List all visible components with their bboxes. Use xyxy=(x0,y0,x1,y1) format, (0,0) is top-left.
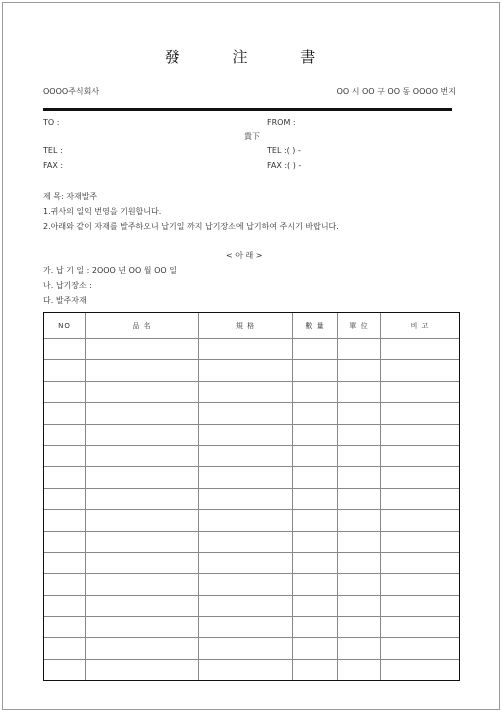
table-cell xyxy=(44,659,86,680)
table-cell xyxy=(381,381,460,402)
delivery-place: 나. 납기장소 : xyxy=(43,281,92,290)
table-cell xyxy=(338,467,381,488)
tel-left: TEL : xyxy=(43,146,63,155)
table-row xyxy=(44,445,460,466)
table-cell xyxy=(381,467,460,488)
table-cell xyxy=(44,617,86,638)
table-cell xyxy=(381,617,460,638)
table-cell xyxy=(44,552,86,573)
table-cell xyxy=(338,531,381,552)
table-cell xyxy=(381,488,460,509)
table-cell xyxy=(338,617,381,638)
table-row xyxy=(44,531,460,552)
table-cell xyxy=(86,617,199,638)
table-cell xyxy=(199,595,293,616)
table-cell xyxy=(44,595,86,616)
table-row xyxy=(44,403,460,424)
table-cell xyxy=(86,595,199,616)
table-cell xyxy=(293,360,338,381)
order-materials: 다. 발주자재 xyxy=(43,296,87,305)
table-row xyxy=(44,595,460,616)
col-header-remarks: 비 고 xyxy=(381,313,460,339)
table-cell xyxy=(86,659,199,680)
table-cell xyxy=(199,467,293,488)
table-cell xyxy=(338,510,381,531)
table-cell xyxy=(86,339,199,360)
table-cell xyxy=(199,381,293,402)
table-cell xyxy=(381,445,460,466)
table-cell xyxy=(86,445,199,466)
table-cell xyxy=(381,659,460,680)
table-row xyxy=(44,638,460,659)
document-title: 發 注 書 xyxy=(164,48,340,66)
table-cell xyxy=(86,552,199,573)
company-name: OOOO주식회사 xyxy=(43,87,100,96)
table-cell xyxy=(199,403,293,424)
table-cell xyxy=(381,638,460,659)
table-cell xyxy=(44,638,86,659)
table-cell xyxy=(44,381,86,402)
fax-left: FAX : xyxy=(43,161,64,170)
table-cell xyxy=(338,659,381,680)
table-cell xyxy=(199,552,293,573)
table-row xyxy=(44,659,460,680)
table-cell xyxy=(86,574,199,595)
table-cell xyxy=(199,445,293,466)
col-header-spec: 規 格 xyxy=(199,313,293,339)
table-cell xyxy=(199,510,293,531)
table-cell xyxy=(199,339,293,360)
table-cell xyxy=(44,360,86,381)
table-cell xyxy=(44,339,86,360)
table-cell xyxy=(338,595,381,616)
body-line-1: 1.귀사의 일익 번영을 기원합니다. xyxy=(43,207,162,216)
table-cell xyxy=(293,531,338,552)
table-cell xyxy=(381,510,460,531)
table-cell xyxy=(338,445,381,466)
table-cell xyxy=(199,360,293,381)
table-cell xyxy=(293,595,338,616)
table-cell xyxy=(293,552,338,573)
table-cell xyxy=(199,424,293,445)
table-cell xyxy=(293,339,338,360)
table-cell xyxy=(338,638,381,659)
table-cell xyxy=(86,360,199,381)
table-cell xyxy=(199,531,293,552)
table-cell xyxy=(293,510,338,531)
table-cell xyxy=(293,445,338,466)
table-row xyxy=(44,552,460,573)
table-cell xyxy=(338,574,381,595)
table-cell xyxy=(44,445,86,466)
table-cell xyxy=(86,381,199,402)
table-row xyxy=(44,617,460,638)
table-cell xyxy=(199,638,293,659)
table-cell xyxy=(338,403,381,424)
table-cell xyxy=(44,510,86,531)
table-cell xyxy=(293,467,338,488)
table-cell xyxy=(86,510,199,531)
table-row xyxy=(44,574,460,595)
table-row xyxy=(44,339,460,360)
order-table xyxy=(43,312,460,681)
header-divider xyxy=(43,108,452,111)
col-header-unit: 單 位 xyxy=(338,313,381,339)
fax-right: FAX :( ) - xyxy=(267,161,302,170)
table-row xyxy=(44,360,460,381)
from-label: FROM : xyxy=(267,118,296,127)
subject: 제 목: 자재발주 xyxy=(43,192,98,201)
body-line-2: 2.아래와 같이 자재를 발주하오니 납기일 까지 납기장소에 납기하여 주시기 바랍니다. xyxy=(43,222,339,231)
table-cell xyxy=(199,574,293,595)
table-cell xyxy=(293,424,338,445)
table-cell xyxy=(293,488,338,509)
col-header-quantity: 數 量 xyxy=(293,313,338,339)
table-cell xyxy=(338,339,381,360)
table-cell xyxy=(381,552,460,573)
col-header-item-name: 品 名 xyxy=(86,313,199,339)
table-cell xyxy=(86,531,199,552)
table-cell xyxy=(381,424,460,445)
table-cell xyxy=(338,552,381,573)
table-cell xyxy=(199,488,293,509)
table-row xyxy=(44,467,460,488)
table-cell xyxy=(293,617,338,638)
table-cell xyxy=(381,360,460,381)
company-address: OO 시 OO 구 OO 동 OOOO 번지 xyxy=(336,87,456,96)
below-heading: < 아 래 > xyxy=(226,251,263,260)
table-cell xyxy=(44,424,86,445)
table-cell xyxy=(44,403,86,424)
table-header-row xyxy=(44,313,460,339)
table-cell xyxy=(86,488,199,509)
table-cell xyxy=(293,403,338,424)
table-cell xyxy=(381,531,460,552)
table-cell xyxy=(381,595,460,616)
table-cell xyxy=(86,403,199,424)
col-header-no: NO xyxy=(44,313,86,339)
to-label: TO : xyxy=(43,118,60,127)
table-cell xyxy=(86,638,199,659)
table-cell xyxy=(381,339,460,360)
table-cell xyxy=(44,467,86,488)
table-cell xyxy=(293,574,338,595)
table-cell xyxy=(381,574,460,595)
table-cell xyxy=(44,488,86,509)
table-cell xyxy=(199,617,293,638)
table-cell xyxy=(293,381,338,402)
table-cell xyxy=(293,659,338,680)
table-cell xyxy=(44,531,86,552)
table-cell xyxy=(381,403,460,424)
table-row xyxy=(44,488,460,509)
tel-right: TEL :( ) - xyxy=(267,146,301,155)
table-row xyxy=(44,424,460,445)
table-cell xyxy=(199,659,293,680)
table-row xyxy=(44,381,460,402)
delivery-date: 가. 납 기 일 : 2OOO 년 OO 월 OO 일 xyxy=(43,266,177,275)
honorific: 貴下 xyxy=(244,132,260,141)
table-row xyxy=(44,510,460,531)
table-cell xyxy=(293,638,338,659)
table-cell xyxy=(86,424,199,445)
table-cell xyxy=(338,488,381,509)
table-cell xyxy=(44,574,86,595)
table-cell xyxy=(338,381,381,402)
table-cell xyxy=(338,360,381,381)
table-cell xyxy=(338,424,381,445)
table-cell xyxy=(86,467,199,488)
